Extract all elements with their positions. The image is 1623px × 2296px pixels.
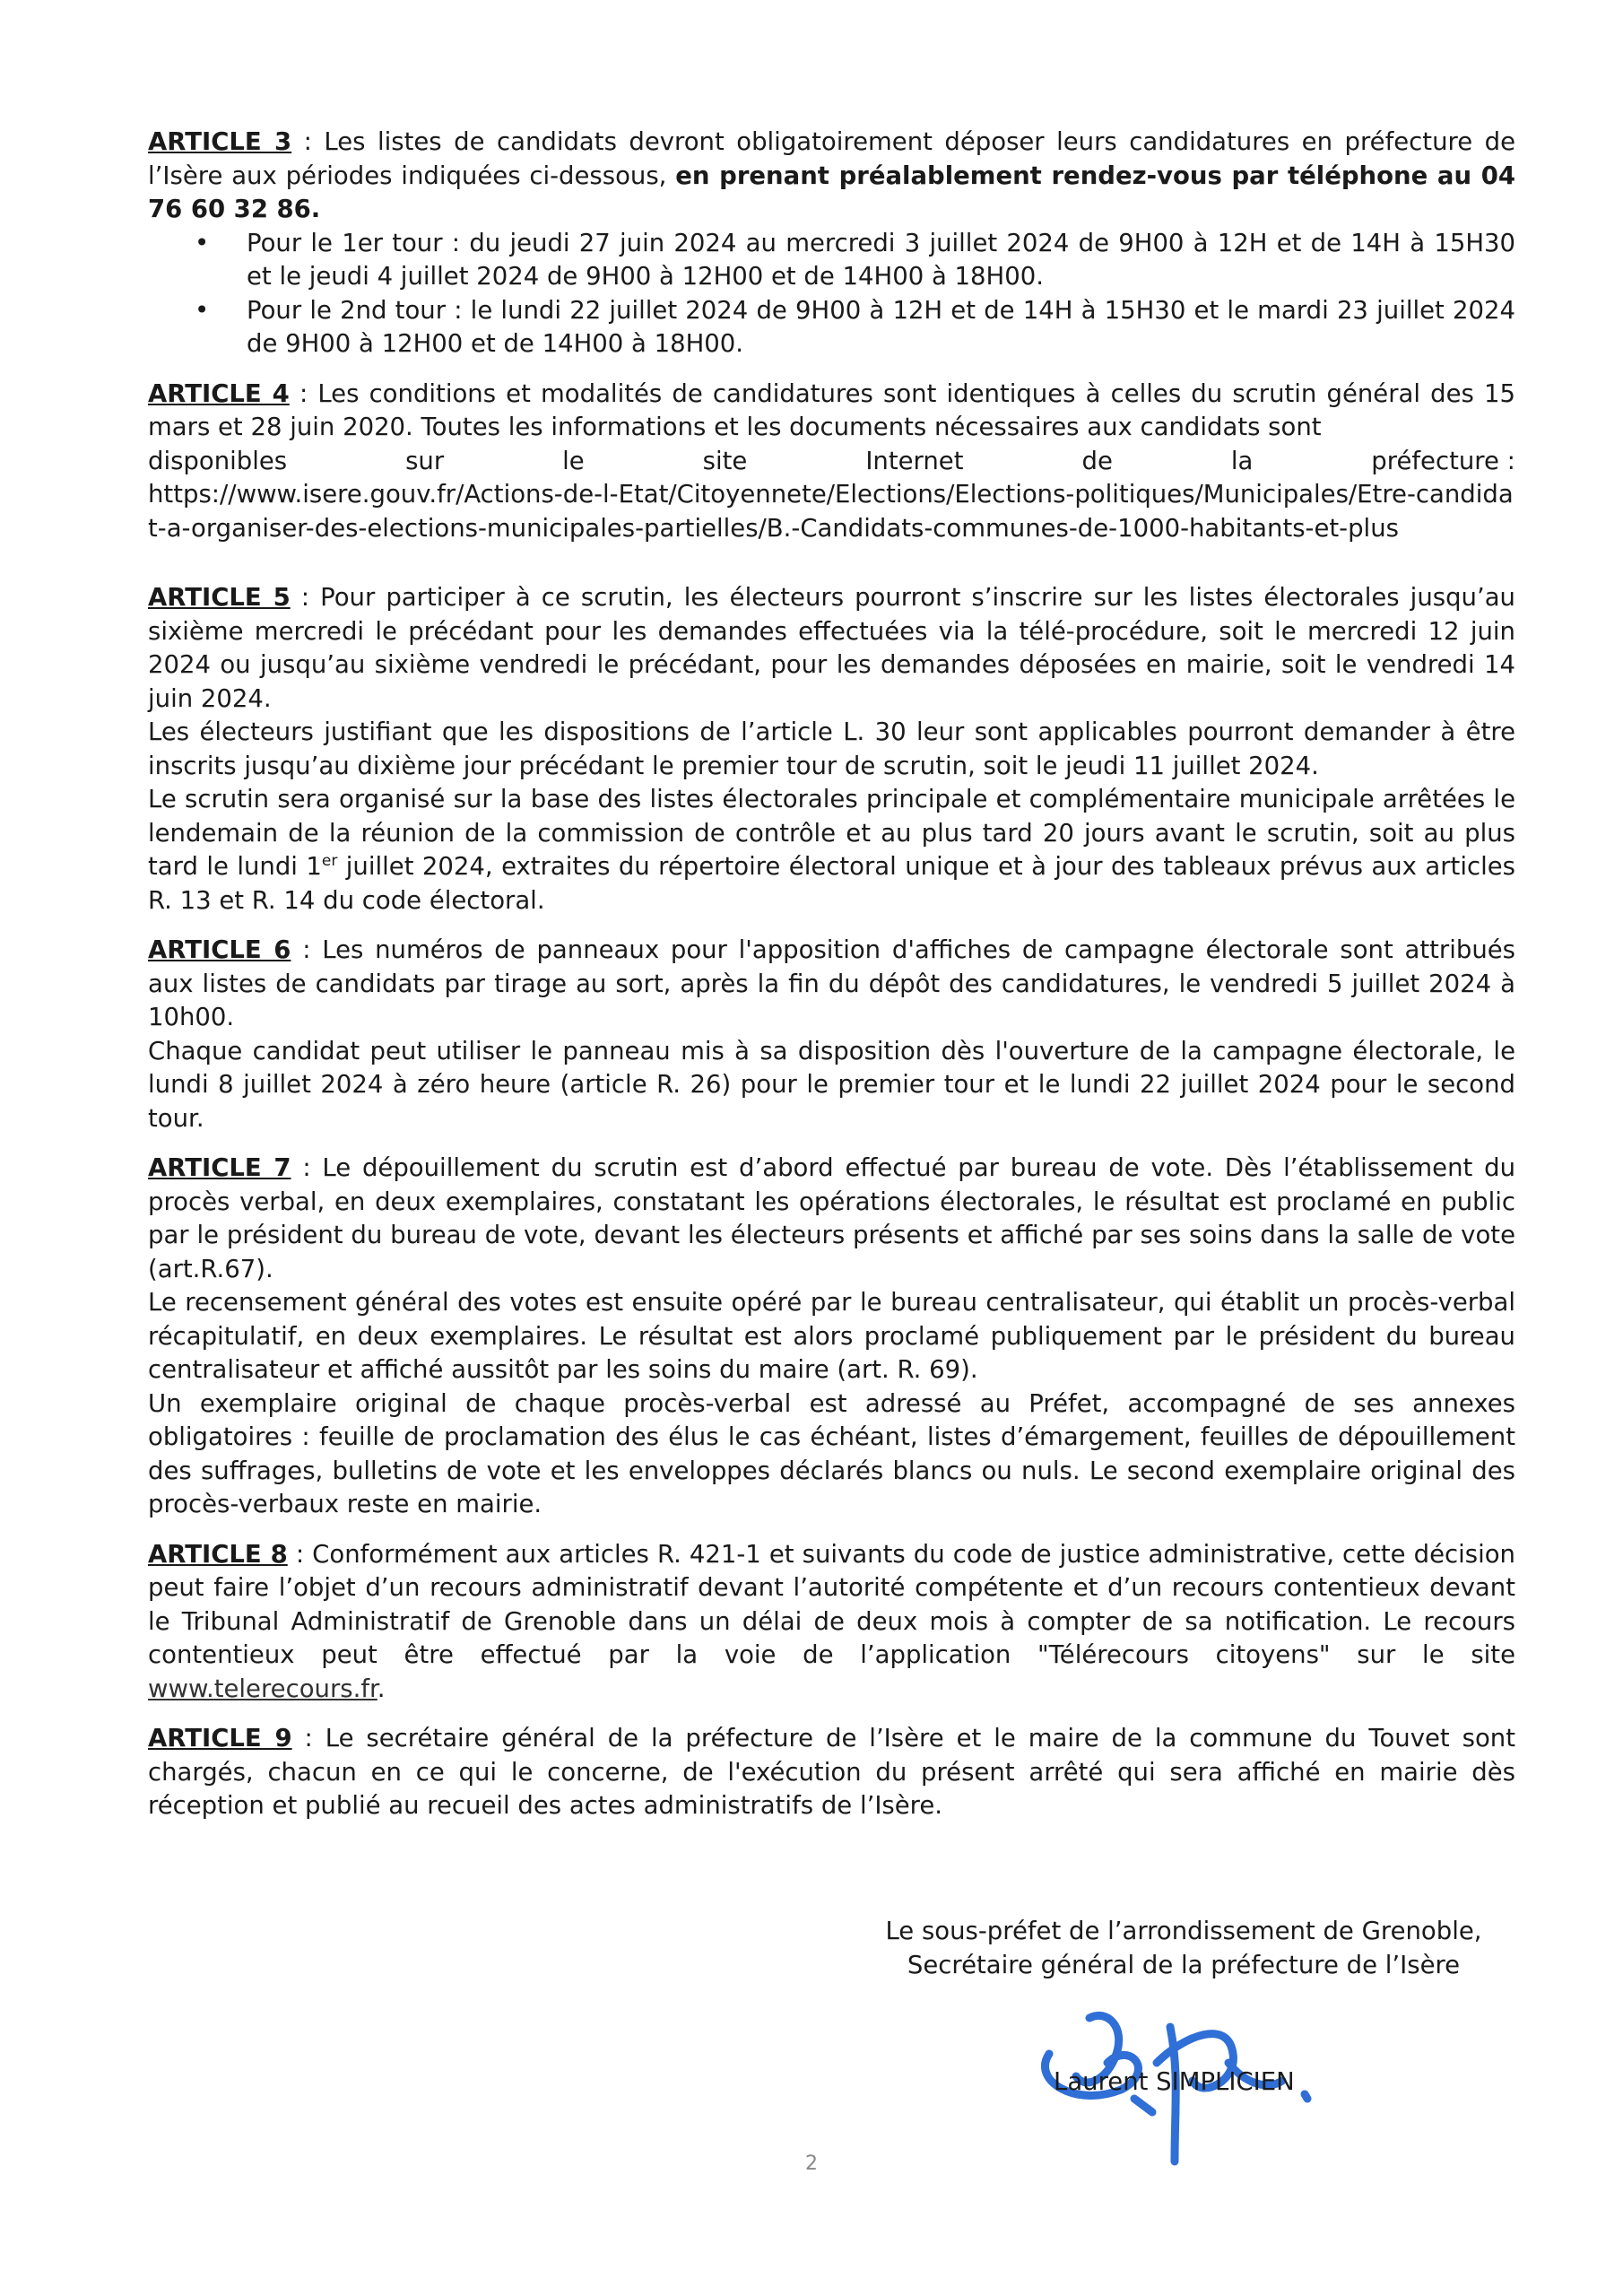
signatory-name: Laurent SIMPLICIEN	[1054, 2067, 1295, 2096]
article-5-label: ARTICLE 5	[148, 583, 291, 612]
telerecours-link[interactable]: www.telerecours.fr	[148, 1674, 378, 1703]
article-6-paragraph-2: Chaque candidat peut utiliser le panneau mis à sa disposition dès l'ouverture de la campagne électorale, le lundi 8 juillet 2024 à zéro heure (article R. 26) pour le premier tour et le lundi 22 juillet 2024 pour le second tour.	[148, 1036, 1515, 1133]
article-4-text: : Les conditions et modalités de candidatures sont identiques à celles du scrutin général des 15 mars et 28 juin 2020. Toutes les informations et les documents nécessaires aux candidats sont	[148, 378, 1515, 441]
article-8: ARTICLE 8 : Conformément aux articles R. 421-1 et suivants du code de justice administrative, cette décision peut faire l’objet d’un recours administratif devant l’autorité compétente et d’un recours contentieux devant le Tribunal Administratif de Grenoble dans un délai de deux mois à compter de sa notification. Le recours contentieux peut être effectué par la voie de l’application "Télérecours citoyens" sur le site www.telerecours.fr.	[148, 1539, 1515, 1703]
word: disponibles	[148, 446, 288, 475]
article-7-paragraph-3: Un exemplaire original de chaque procès-verbal est adressé au Préfet, accompagné de ses annexes obligatoires : feuille de proclamation des élus le cas échéant, listes d’émargement, feuilles de dépouillement des suffrages, bulletins de vote et les enveloppes déclarés blancs ou nuls. Le second exemplaire original des procès-verbaux reste en mairie.	[148, 1388, 1515, 1518]
article-4-url: https://www.isere.gouv.fr/Actions-de-l-Etat/Citoyennete/Elections/Elections-politiques/Municipales/Etre-candidat-a-organiser-des-elections-municipales-partielles/B.-Candidats-communes-de-1000-habitants-et-plus	[148, 480, 1514, 543]
article-3-label: ARTICLE 3	[148, 127, 292, 156]
list-item: • Pour le 2nd tour : le lundi 22 juillet 2024 de 9H00 à 12H et de 14H à 15H30 et le mardi 23 juillet 2024 de 9H00 à 12H00 et de 14H00 à 18H00.	[247, 294, 1515, 361]
article-5	[148, 581, 1515, 918]
article-4-spread-line	[148, 445, 1515, 479]
article-8-label: ARTICLE 8	[148, 1539, 288, 1569]
word: le	[562, 446, 585, 475]
article-3	[148, 126, 1515, 361]
article-6-label: ARTICLE 6	[148, 935, 291, 964]
article-7-text: : Le dépouillement du scrutin est d’abord effectué par bureau de vote. Dès l’établissement du procès verbal, en deux exemplaires, constatant les opérations électorales, le résultat est proclamé en public par le président du bureau de vote, devant les électeurs présents et affiché par ses soins dans la salle de vote (art.R.67).	[148, 1153, 1515, 1283]
article-5-text: : Pour participer à ce scrutin, les électeurs pourront s’inscrire sur les listes électorales jusqu’au sixième mercredi le précédant pour les demandes effectuées via la télé-procédure, soit le mercredi 12 juin 2024 ou jusqu’au sixième vendredi le précédant, pour les demandes déposées en mairie, soit le vendredi 14 juin 2024.	[148, 583, 1515, 713]
article-5-paragraph-3: Le scrutin sera organisé sur la base des listes électorales principale et complémentaire municipale arrêtées le lendemain de la réunion de la commission de contrôle et au plus tard 20 jours avant le scrutin, soit au plus tard le lundi 1er juillet 2024, extraites du répertoire électoral unique et à jour des tableaux prévus aux articles R. 13 et R. 14 du code électoral.	[148, 785, 1515, 915]
word: de	[1081, 446, 1113, 475]
word: la	[1230, 446, 1254, 475]
article-6-text: : Les numéros de panneaux pour l'apposition d'affiches de campagne électorale sont attribués aux listes de candidats par tirage au sort, après la fin du dépôt des candidatures, le vendredi 5 juillet 2024 à 10h00.	[148, 935, 1515, 1031]
word: site	[702, 446, 748, 475]
article-8-text: : Conformément aux articles R. 421-1 et suivants du code de justice administrative, cette décision peut faire l’objet d’un recours administratif devant l’autorité compétente et d’un recours contentieux devant le Tribunal Administratif de Grenoble dans un délai de deux mois à compter de sa notification. Le recours contentieux peut être effectué par la voie de l’application "Télérecours citoyens" sur le site	[148, 1539, 1515, 1669]
article-7	[148, 1152, 1515, 1522]
word: préfecture :	[1371, 446, 1515, 475]
signatory-title-2: Secrétaire général de la préfecture de l’Isère	[907, 1950, 1461, 1979]
article-9-label: ARTICLE 9	[148, 1724, 292, 1752]
list-item: • Pour le 1er tour : du jeudi 27 juin 2024 au mercredi 3 juillet 2024 de 9H00 à 12H et de 14H à 15H30 et le jeudi 4 juillet 2024 de 9H00 à 12H00 et de 14H00 à 18H00.	[247, 227, 1515, 294]
article-6	[148, 934, 1515, 1135]
article-5-paragraph-2: Les électeurs justifiant que les dispositions de l’article L. 30 leur sont applicables pourront demander à être inscrits jusqu’au dixième jour précédant le premier tour de scrutin, soit le jeudi 11 juillet 2024.	[148, 718, 1515, 780]
article-3-text: : Les listes de candidats devront obligatoirement déposer leurs candidatures en préfecture de l’Isère aux périodes indiquées ci-dessous,	[148, 127, 1516, 190]
page-number: 2	[805, 2152, 818, 2175]
article-7-paragraph-2: Le recensement général des votes est ensuite opéré par le bureau centralisateur, qui établit un procès-verbal récapitulatif, en deux exemplaires. Le résultat est alors proclamé publiquement par le président du bureau centralisateur et affiché aussitôt par les soins du maire (art. R. 69).	[148, 1288, 1515, 1384]
word: sur	[405, 446, 445, 475]
article-3-bold-text: en prenant préalablement rendez-vous par téléphone au 04 76 60 32 86.	[148, 161, 1515, 223]
word: Internet	[865, 446, 964, 475]
article-9-text: : Le secrétaire général de la préfecture de l’Isère et le maire de la commune du Touvet sont chargés, chacun en ce qui le concerne, de l'exécution du présent arrêté qui sera affiché en mairie dès réception et publié au recueil des actes administratifs de l’Isère.	[148, 1724, 1515, 1820]
article-9	[148, 1722, 1515, 1823]
article-7-label: ARTICLE 7	[148, 1153, 291, 1182]
article-4	[148, 378, 1515, 546]
article-4-label: ARTICLE 4	[148, 378, 290, 408]
document-body	[148, 126, 1515, 1839]
article-3-bullets	[148, 227, 1515, 361]
signatory-title-1: Le sous-préfet de l’arrondissement de Grenoble,	[885, 1917, 1482, 1945]
